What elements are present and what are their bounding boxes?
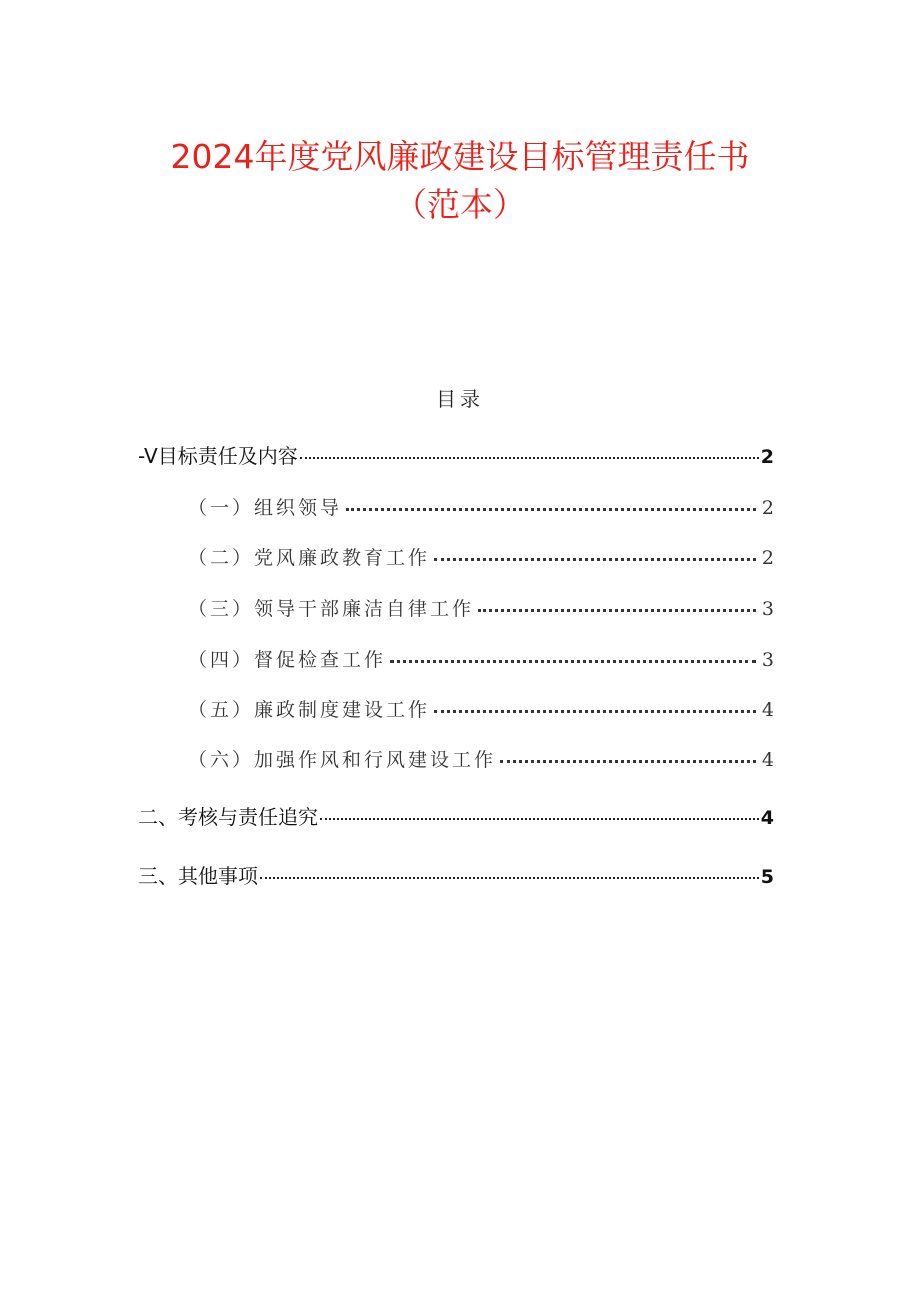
toc-entry-label: （六）加强作风和行风建设工作 [188, 749, 497, 771]
toc-entry-label: （一）组织领导 [188, 497, 343, 519]
document-title-line1: 2024年度党风廉政建设目标管理责任书 [170, 137, 750, 176]
toc-entry-page: 4 [760, 807, 774, 829]
toc-entry-1-5[interactable] [188, 695, 774, 722]
toc-dot-leader [320, 818, 759, 820]
toc-entry-1-1[interactable] [188, 493, 774, 520]
toc-entry-1-4[interactable] [188, 645, 774, 672]
toc-dot-leader [434, 558, 756, 561]
toc-entry-page: 3 [761, 649, 774, 671]
toc-heading: 目录 [436, 387, 484, 411]
toc-entry-1-3[interactable] [188, 594, 774, 621]
toc-entry-page: 2 [760, 446, 774, 468]
toc-entry-1-2[interactable] [188, 543, 774, 570]
toc-entry-label: 二、考核与责任追究 [138, 805, 318, 829]
toc-entry-page: 4 [761, 699, 774, 721]
document-title-line2: （范本） [394, 185, 526, 224]
toc-dot-leader [346, 508, 756, 511]
toc-entry-label: （四）督促检查工作 [188, 649, 387, 671]
toc-entry-label: -V目标责任及内容 [138, 444, 298, 468]
toc-entry-page: 5 [760, 866, 774, 888]
toc-entry-1-6[interactable] [188, 745, 774, 772]
toc-entry-page: 4 [761, 749, 774, 771]
toc-entry-page: 2 [761, 547, 774, 569]
toc-entry-3[interactable] [138, 860, 774, 889]
toc-entry-label: （五）廉政制度建设工作 [188, 699, 431, 721]
toc-dot-leader [300, 457, 759, 459]
toc-entry-page: 3 [761, 598, 774, 620]
toc-entry-label: （二）党风廉政教育工作 [188, 547, 431, 569]
toc-dot-leader [478, 609, 756, 612]
toc-dot-leader [260, 877, 759, 879]
toc-dot-leader [500, 760, 756, 763]
toc-entry-label: （三）领导干部廉洁自律工作 [188, 598, 475, 620]
toc-entry-label: 三、其他事项 [138, 864, 258, 888]
toc-entry-1[interactable] [138, 440, 774, 469]
toc-dot-leader [390, 660, 756, 663]
toc-entry-page: 2 [761, 497, 774, 519]
toc-dot-leader [434, 710, 756, 713]
toc-entry-2[interactable] [138, 801, 774, 830]
